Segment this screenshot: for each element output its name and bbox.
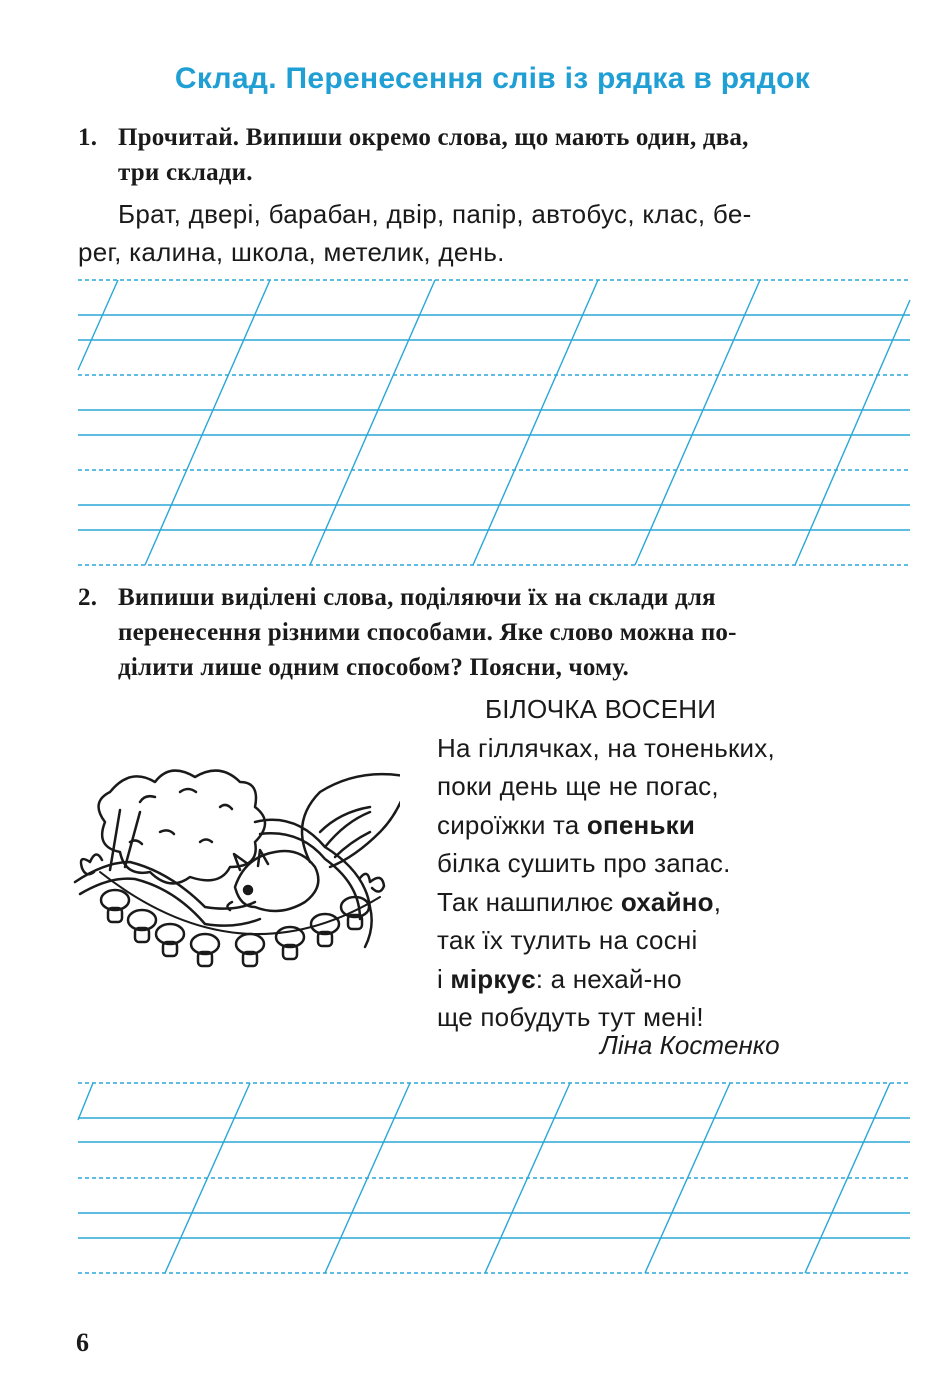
word-list-line1: Брат, двері, барабан, двір, папір, автобус, клас, бе- [118,199,752,229]
task-2-text-line2: перенесення різними способами. Яке слово можна по- [118,619,737,646]
poem-line: так їх тулить на сосні [437,925,698,955]
task-2-text-line1: Випиши виділені слова, поділяючи їх на склади для [118,584,716,611]
poem-line: На гіллячках, на тоненьких, [437,732,775,763]
poem-line: поки день ще не погас, [437,771,719,801]
squirrel-drying-mushrooms-icon [70,762,400,987]
writing-lines-block-1[interactable] [0,270,945,570]
task-2-text-line3: ділити лише одним способом? Поясни, чому. [118,654,629,681]
poem-line: Так нашпилює охайно, [437,886,722,917]
highlighted-word-mirkuie: міркує [450,963,536,994]
task-2-instruction [78,580,910,685]
page-title: Склад. Перенесення слів із рядка в рядок [174,62,811,95]
task-2-number: 2. [78,584,98,611]
poem-line: сироїжки та опеньки [437,809,696,840]
poem [437,690,857,1037]
poem-line: і міркує: а нехай-но [437,963,682,994]
highlighted-word-okhaino: охайно [620,886,714,917]
writing-lines-block-2[interactable] [0,1075,945,1285]
highlighted-word-openky: опеньки [586,809,696,840]
word-list-line2: рег, калина, школа, метелик, день. [78,237,505,267]
poem-line: білка сушить про запас. [437,848,731,878]
poem-line: ще побудуть тут мені! [437,1002,704,1032]
task-1-instruction [78,120,910,190]
page-number: 6 [76,1328,89,1357]
task-1-number: 1. [78,124,98,151]
task-1-word-list [78,195,910,271]
poem-author: Ліна Костенко [600,1030,780,1060]
poem-title: БІЛОЧКА ВОСЕНИ [485,694,717,724]
task-1-text-line2: три склади. [118,159,253,186]
task-1-text-line1: Прочитай. Випиши окремо слова, що мають один, два, [118,124,749,151]
